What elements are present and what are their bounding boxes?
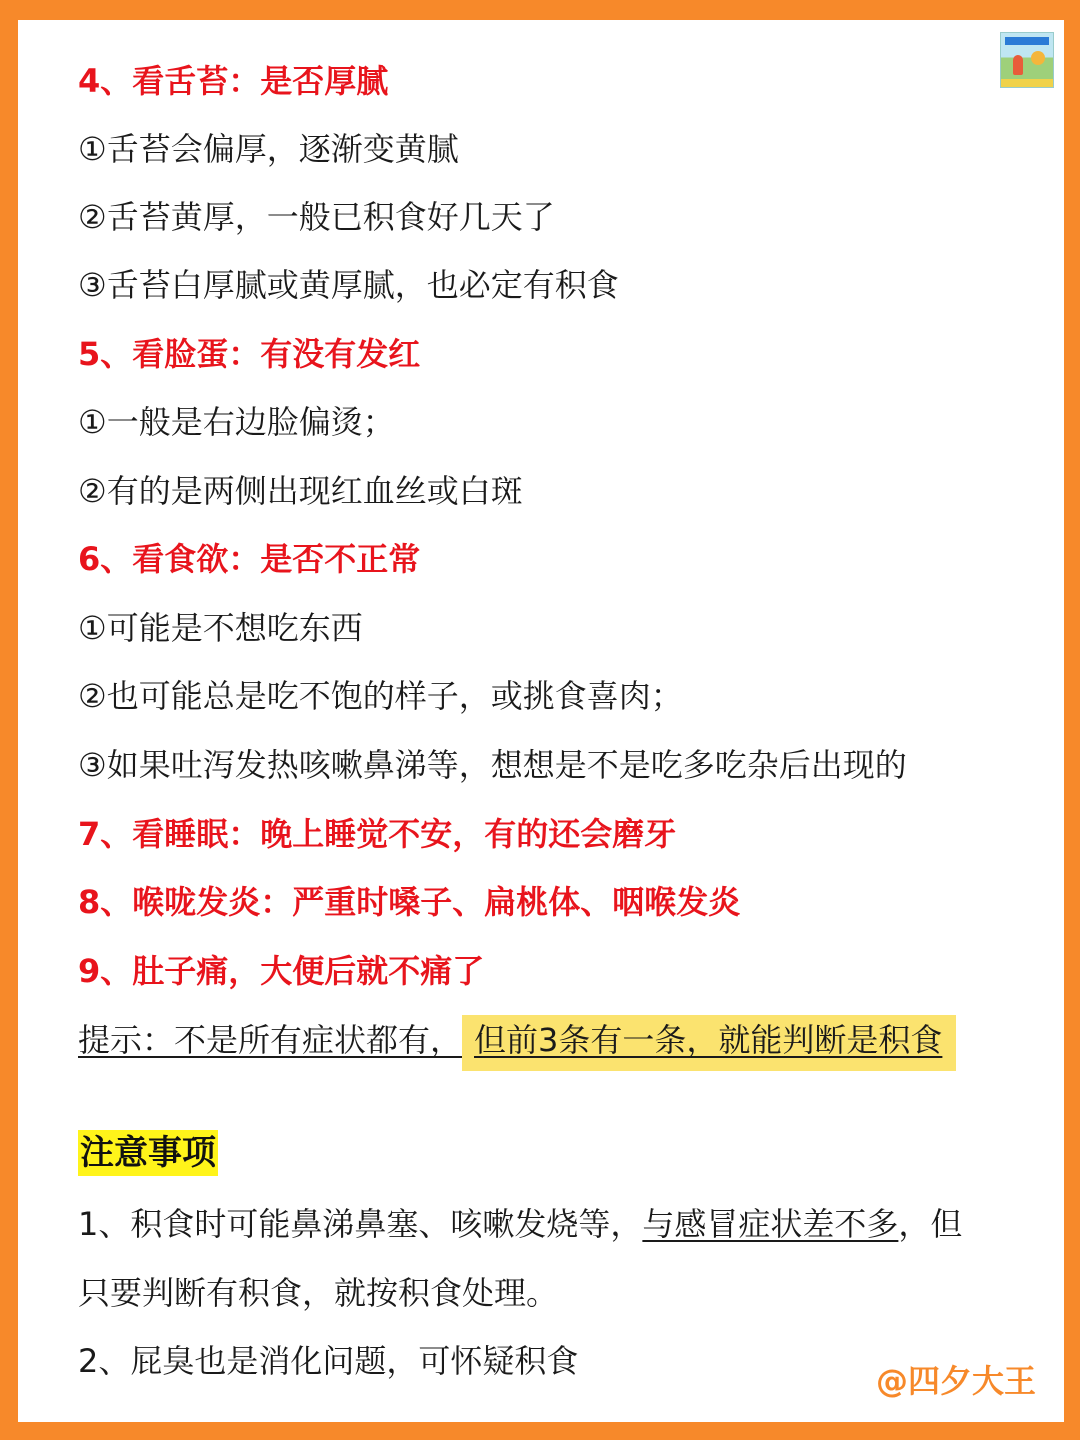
list-item: ②舌苔黄厚，一般已积食好几天了 bbox=[78, 198, 555, 236]
list-item: ③如果吐泻发热咳嗽鼻涕等，想想是不是吃多吃杂后出现的 bbox=[78, 746, 907, 784]
list-item: ②有的是两侧出现红血丝或白斑 bbox=[78, 472, 523, 510]
heading-appetite: 6、看食欲：是否不正常 bbox=[78, 540, 421, 578]
heading-tongue-coating: 4、看舌苔：是否厚腻 bbox=[78, 62, 389, 100]
note-1-text: 1、积食时可能鼻涕鼻塞、咳嗽发烧等， bbox=[78, 1205, 643, 1243]
heading-sleep: 7、看睡眠：晚上睡觉不安，有的还会磨牙 bbox=[78, 815, 677, 853]
list-item: ①可能是不想吃东西 bbox=[78, 609, 363, 647]
heading-throat: 8、喉咙发炎：严重时嗓子、扁桃体、咽喉发炎 bbox=[78, 883, 741, 921]
author-watermark: @四夕大王 bbox=[875, 1362, 1036, 1400]
tip-highlight: 但前3条有一条，就能判断是积食 bbox=[462, 1015, 956, 1071]
tip-prefix: 提示：不是所有症状都有， bbox=[78, 1021, 463, 1059]
book-thumbnail-icon bbox=[1000, 32, 1054, 88]
note-1-tail: ，但 bbox=[898, 1205, 963, 1243]
notes-title: 注意事项 bbox=[78, 1130, 218, 1176]
heading-stomach: 9、肚子痛，大便后就不痛了 bbox=[78, 952, 485, 990]
list-item: ②也可能总是吃不饱的样子，或挑食喜肉； bbox=[78, 677, 683, 715]
list-item: ①舌苔会偏厚，逐渐变黄腻 bbox=[78, 130, 459, 168]
heading-cheeks: 5、看脸蛋：有没有发红 bbox=[78, 335, 421, 373]
tip-line bbox=[78, 1020, 956, 1060]
note-2: 2、屁臭也是消化问题，可怀疑积食 bbox=[78, 1342, 579, 1380]
note-1-continued: 只要判断有积食，就按积食处理。 bbox=[78, 1274, 559, 1312]
list-item: ③舌苔白厚腻或黄厚腻，也必定有积食 bbox=[78, 266, 619, 304]
list-item: ①一般是右边脸偏烫； bbox=[78, 403, 395, 441]
note-1-underline: 与感冒症状差不多 bbox=[642, 1205, 899, 1243]
note-1 bbox=[78, 1204, 962, 1244]
content-card bbox=[18, 20, 1064, 1422]
